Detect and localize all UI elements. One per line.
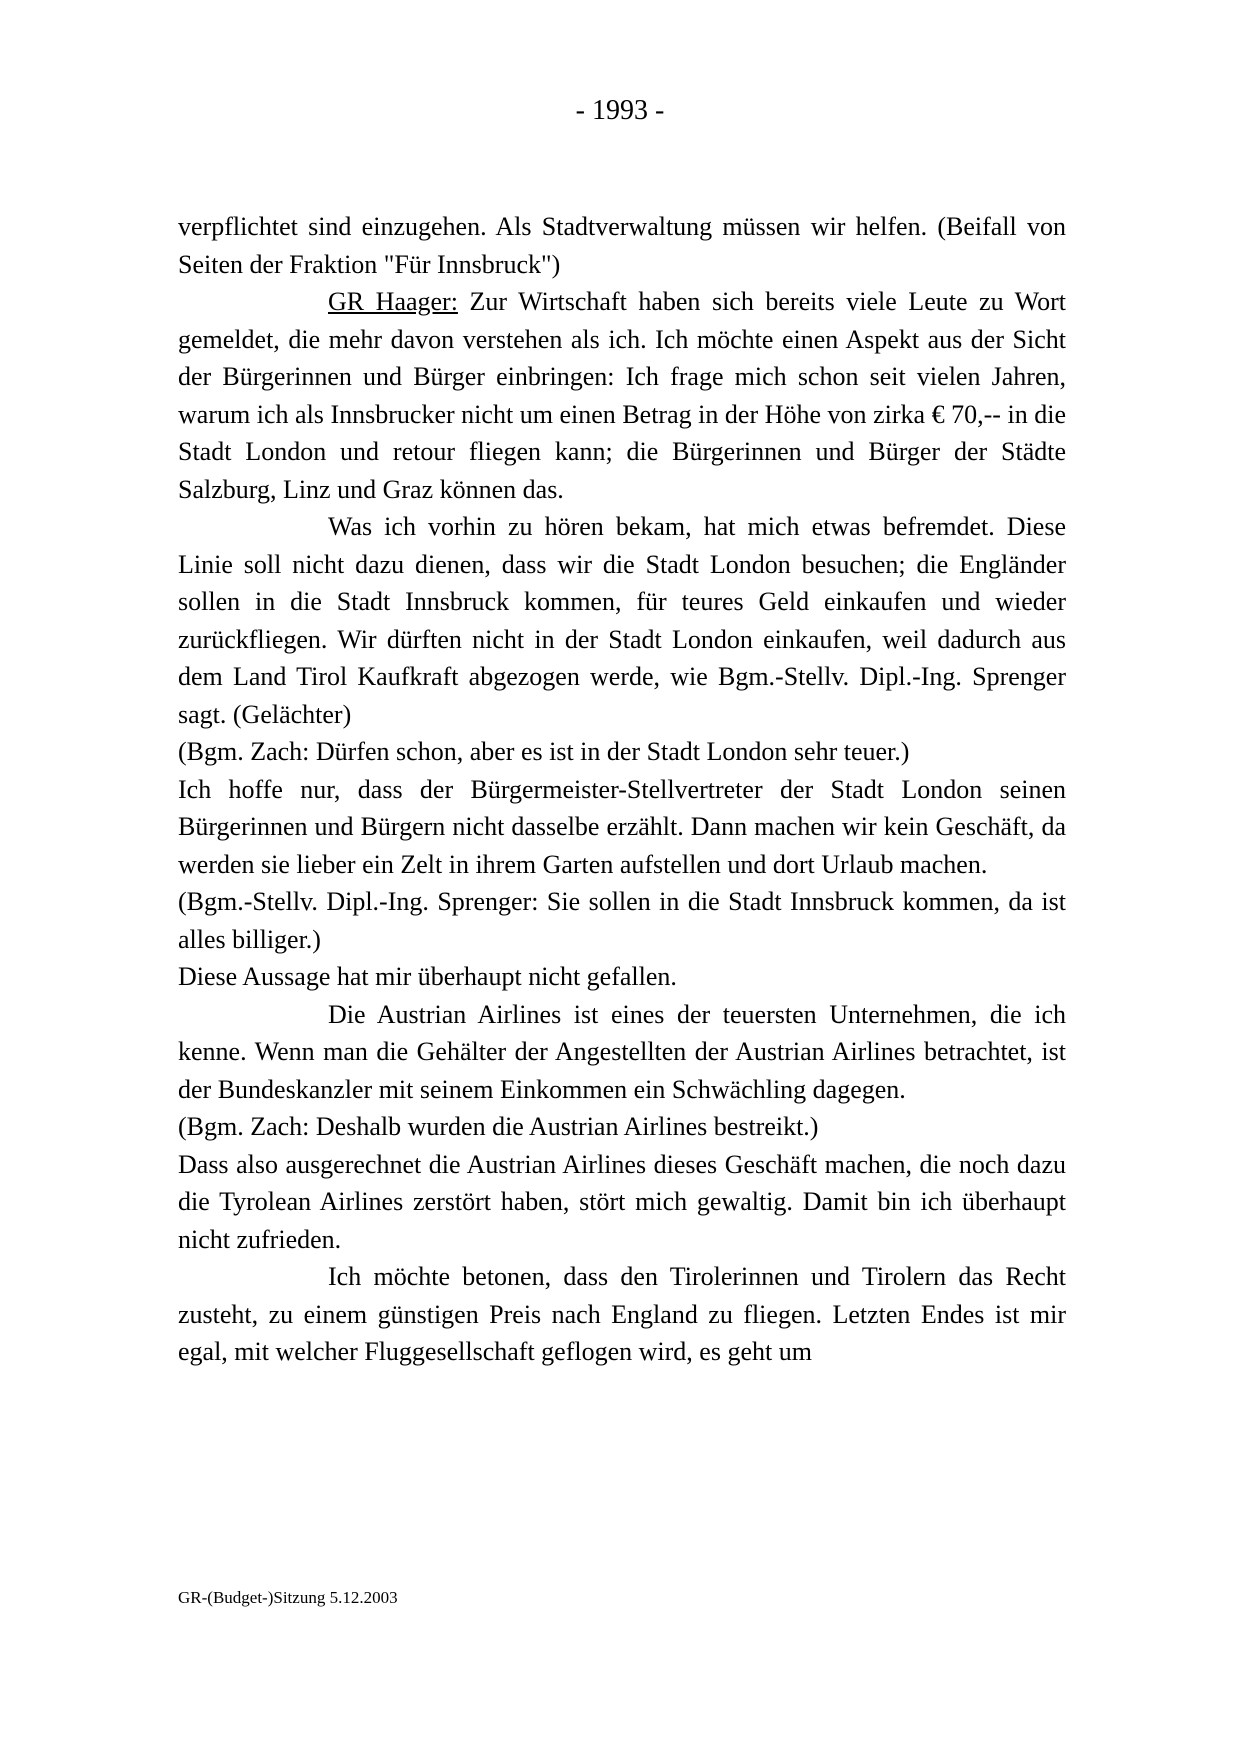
interjection: (Bgm. Zach: Dürfen schon, aber es ist in der Stadt London sehr teuer.): [178, 737, 910, 766]
paragraph: [178, 283, 1066, 508]
paragraph: Ich hoffe nur, dass der Bürgermeister-Stellvertreter der Stadt London seinen Bürgerinnen und Bürgern nicht dasselbe erzählt. Dann machen wir kein Geschäft, da werden sie lieber ein Zelt in ihrem Garten aufstellen und dort Urlaub machen.: [178, 774, 1066, 879]
interjection: (Bgm. Zach: Deshalb wurden die Austrian Airlines bestreikt.): [178, 1112, 819, 1141]
paragraph: verpflichtet sind einzugehen. Als Stadtverwaltung müssen wir helfen. (Beifall von Seiten der Fraktion "Für Innsbruck"): [178, 212, 1066, 279]
paragraph: Ich möchte betonen, dass den Tirolerinnen und Tirolern das Recht zusteht, zu einem günstigen Preis nach England zu fliegen. Letzten Endes ist mir egal, mit welcher Fluggesellschaft geflogen wird, es geht um: [178, 1262, 1066, 1366]
interjection: (Bgm.-Stellv. Dipl.-Ing. Sprenger: Sie sollen in die Stadt Innsbruck kommen, da ist alles billiger.): [178, 887, 1066, 954]
footer-session-label: GR-(Budget-)Sitzung 5.12.2003: [178, 1588, 398, 1607]
paragraph: Dass also ausgerechnet die Austrian Airlines dieses Geschäft machen, die noch dazu die Tyrolean Airlines zerstört haben, stört mich gewaltig. Damit bin ich überhaupt nicht zufrieden.: [178, 1149, 1066, 1254]
page-number: - 1993 -: [575, 95, 665, 126]
paragraph: Diese Aussage hat mir überhaupt nicht gefallen.: [178, 962, 677, 991]
paragraph: Was ich vorhin zu hören bekam, hat mich etwas befremdet. Diese Linie soll nicht dazu dienen, dass wir die Stadt London besuchen; die Engländer sollen in die Stadt Innsbruck kommen, für teures Geld einkaufen und wieder zurückfliegen. Wir dürften nicht in der Stadt London einkaufen, weil dadurch aus dem Land Tirol Kaufkraft abgezogen werde, wie Bgm.-Stellv. Dipl.-Ing. Sprenger sagt. (Gelächter): [178, 512, 1066, 729]
document-body: [178, 208, 1066, 1371]
paragraph-text: Zur Wirtschaft haben sich bereits viele Leute zu Wort gemeldet, die mehr davon verstehen als ich. Ich möchte einen Aspekt aus der Sicht der Bürgerinnen und Bürger einbringen: Ich frage mich schon seit vielen Jahren, warum ich als Innsbrucker nicht um einen Betrag in der Höhe von zirka € 70,-- in die Stadt London und retour fliegen kann; die Bürgerinnen und Bürger der Städte Salzburg, Linz und Graz können das.: [178, 287, 1066, 504]
paragraph: Die Austrian Airlines ist eines der teuersten Unternehmen, die ich kenne. Wenn man die Gehälter der Angestellten der Austrian Airlines betrachtet, ist der Bundeskanzler mit seinem Einkommen ein Schwächling dagegen.: [178, 999, 1066, 1104]
speaker-name: GR Haager:: [328, 287, 458, 316]
